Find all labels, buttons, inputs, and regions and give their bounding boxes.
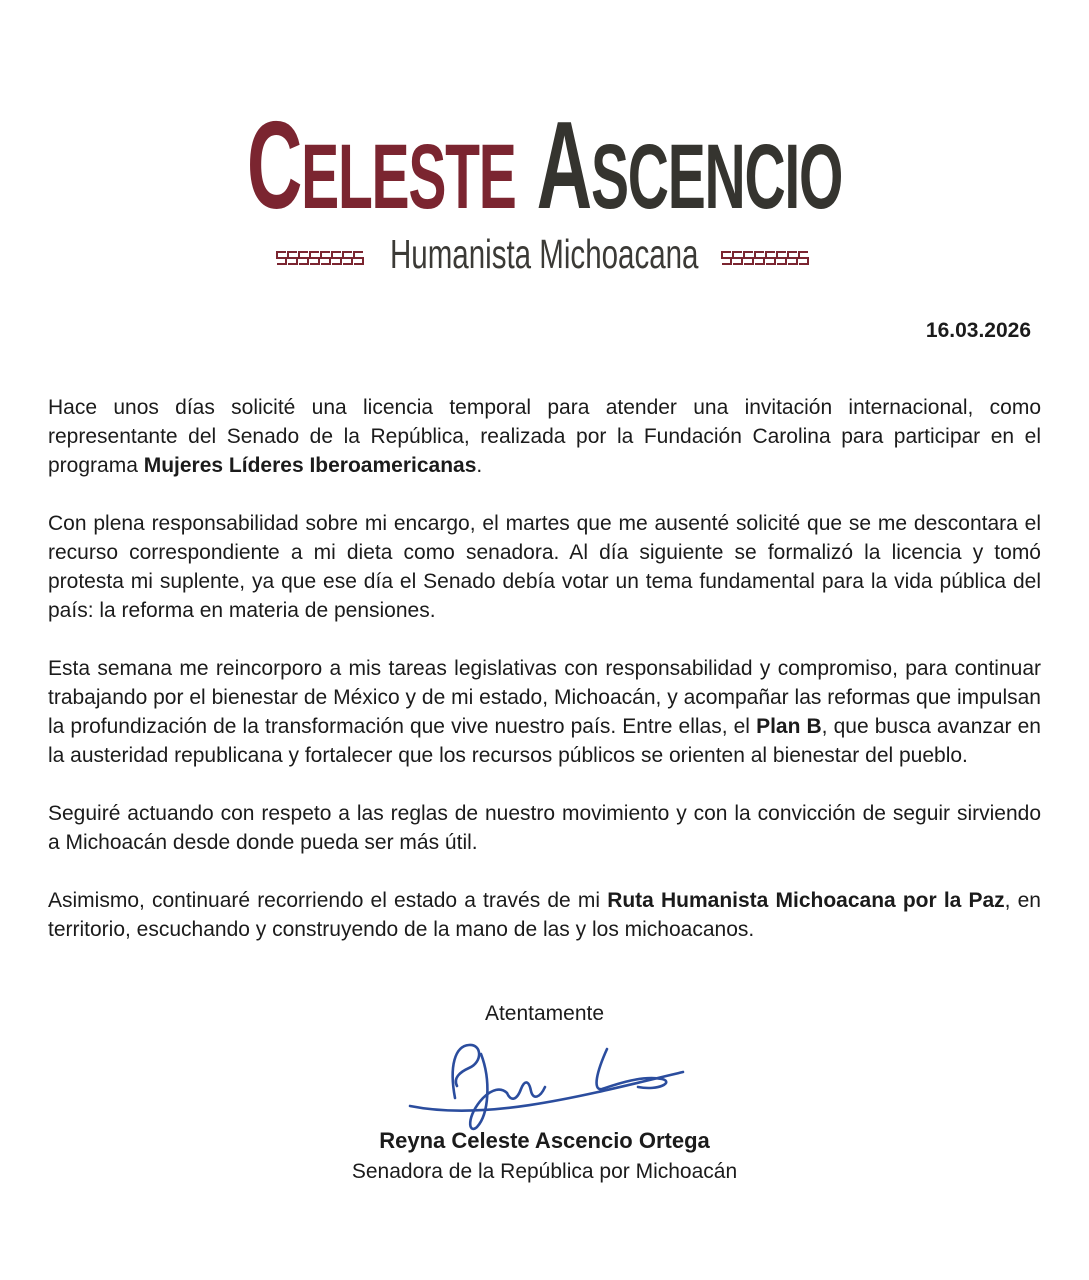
brand-word-ascencio: ASCENCIO xyxy=(536,97,843,235)
paragraph-1: Hace unos días solicité una licencia temporal para atender una invitación internacional, como representante del Senado de la República, realizada por la Fundación Carolina para participar en el programa Mujeres Líderes Iberoamericanas. xyxy=(48,396,1041,478)
signer-title: Senadora de la República por Michoacán xyxy=(351,1160,738,1184)
greek-key-meander-left-icon xyxy=(276,250,368,266)
paragraph-2: Con plena responsabilidad sobre mi encargo, el martes que me ausenté solicité que se me descontara el recurso correspondiente a mi dieta como senadora. Al día siguiente se formalizó la licencia y tomó protesta mi suplente, ya que ese día el Senado debía votar un tema fundamental para la vida pública del país: la reforma en materia de pensiones. xyxy=(48,512,1041,623)
brand-wordmark xyxy=(237,97,853,235)
letter-body xyxy=(48,393,1041,944)
brand-word-celeste: CELESTE xyxy=(246,97,516,235)
signer-name: Reyna Celeste Ascencio Ortega xyxy=(379,1128,710,1154)
brand-subtitle-row xyxy=(48,232,1041,277)
letterhead xyxy=(48,97,1041,277)
brand-subtitle: Humanista Michoacana xyxy=(390,231,699,277)
paragraph-4: Seguiré actuando con respeto a las reglas de nuestro movimiento y con la convicción de seguir sirviendo a Michoacán desde donde pueda ser más útil. xyxy=(48,802,1041,855)
paragraph-5: Asimismo, continuaré recorriendo el estado a través de mi Ruta Humanista Michoacana por la Paz, en territorio, escuchando y construyendo de la mano de las y los michoacanos. xyxy=(48,889,1041,942)
paragraph-3: Esta semana me reincorporo a mis tareas legislativas con responsabilidad y compromiso, para continuar trabajando por el bienestar de México y de mi estado, Michoacán, y acompañar las reformas que impulsan la profundización de la transformación que vive nuestro país. Entre ellas, el Plan B, que busca avanzar en la austeridad republicana y fortalecer que los recursos públicos se orienten al bienestar del pueblo. xyxy=(48,657,1041,768)
closing-block xyxy=(48,1002,1041,1184)
greek-key-meander-right-icon xyxy=(721,250,813,266)
salutation: Atentamente xyxy=(484,1002,605,1026)
signature-scribble-icon xyxy=(395,1036,695,1136)
letter-date: 16.03.2026 xyxy=(925,319,1031,343)
